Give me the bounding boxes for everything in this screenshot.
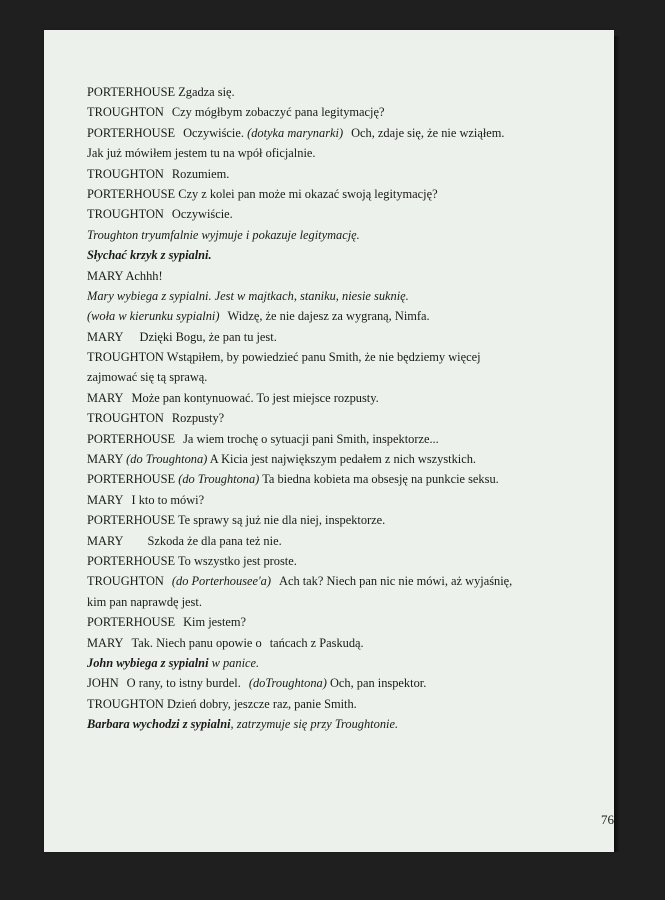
speech: Och, zdaje się, że nie wziąłem. (351, 125, 505, 140)
speaker: TROUGHTON (87, 696, 164, 711)
speaker: TROUGHTON (87, 207, 164, 222)
speech: Zgadza się. (178, 85, 235, 99)
dialogue-line (87, 531, 527, 551)
dialogue-line (87, 143, 527, 163)
dialogue-line (87, 551, 527, 571)
dialogue-line (87, 408, 527, 428)
dialogue-line (87, 164, 527, 184)
speech: O rany, to istny burdel. (126, 676, 241, 691)
stage-direction-text: John wybiega z sypialni (87, 655, 209, 670)
speech: zajmować się tą sprawą. (87, 370, 208, 385)
speech: Och, pan inspektor. (329, 676, 427, 691)
dialogue-line (87, 490, 527, 510)
stage-direction (87, 714, 527, 734)
speech: Szkoda że dla pana też nie. (147, 533, 282, 548)
speech: Widzę, że nie dajesz za wygraną, Nimfa. (227, 309, 430, 324)
stage-direction-text: Barbara wychodzi z sypialni (87, 717, 231, 732)
speaker: MARY (87, 635, 124, 650)
speaker: JOHN (87, 676, 119, 691)
speaker: PORTERHOUSE (87, 472, 176, 487)
speaker: MARY (87, 533, 124, 548)
speech: Ja wiem trochę o sytuacji pani Smith, inspektorze... (183, 431, 439, 446)
dialogue-line (87, 327, 527, 347)
stage-direction: (do Troughtona) (126, 452, 208, 467)
dialogue-line (87, 82, 527, 102)
speaker: TROUGHTON (87, 411, 164, 426)
speech: Czy mógłbym zobaczyć pana legitymację? (171, 105, 385, 120)
speaker: MARY (87, 452, 124, 467)
speaker: PORTERHOUSE (87, 615, 176, 630)
dialogue-line (87, 469, 527, 489)
page-number: 76 (601, 812, 614, 827)
speech: Kim jestem? (183, 615, 247, 630)
dialogue-line (87, 388, 527, 408)
speech: tańcach z Paskudą. (269, 635, 364, 650)
stage-direction (87, 286, 527, 306)
speaker: MARY (87, 492, 124, 507)
speech: A Kicia jest największym pedałem z nich wszystkich. (209, 452, 477, 467)
stage-direction (87, 225, 527, 245)
speech: Czy z kolei pan może mi okazać swoją legitymację? (178, 186, 438, 201)
speech: Ta biedna kobieta ma obsesję na punkcie seksu. (262, 472, 499, 487)
stage-direction (87, 653, 527, 673)
dialogue-line (87, 184, 527, 204)
stage-direction-text: w panice. (211, 655, 260, 670)
speaker: TROUGHTON (87, 166, 164, 181)
dialogue-line (87, 571, 527, 591)
dialogue-line (87, 347, 527, 367)
speaker: PORTERHOUSE (87, 125, 176, 140)
speech: Jak już mówiłem jestem tu na wpół oficjalnie. (87, 146, 316, 161)
speech: Wstąpiłem, by powiedzieć panu Smith, że nie będziemy więcej (166, 350, 481, 365)
speech: Oczywiście. (183, 125, 244, 140)
speech: Ach tak? Niech pan nic nie mówi, aż wyjaśnię, (279, 574, 513, 589)
speech: Może pan kontynuować. To jest miejsce rozpusty. (131, 390, 379, 405)
speaker: PORTERHOUSE (87, 513, 176, 528)
speaker: PORTERHOUSE (87, 85, 176, 99)
dialogue-line (87, 102, 527, 122)
stage-direction: (do Troughtona) (178, 472, 260, 487)
stage-direction-text: Słychać krzyk z sypialni. (87, 248, 212, 263)
speech: Oczywiście. (171, 207, 233, 222)
dialogue-line (87, 510, 527, 530)
stage-direction-text: Troughton tryumfalnie wyjmuje i pokazuje legitymację. (87, 227, 360, 242)
dialogue-line (87, 204, 527, 224)
speech: To wszystko jest proste. (177, 553, 297, 568)
speaker: MARY (87, 390, 124, 405)
speaker: PORTERHOUSE (87, 186, 176, 201)
stage-direction (87, 245, 527, 265)
stage-direction: (woła w kierunku sypialni) (87, 309, 220, 324)
speaker: MARY (87, 329, 124, 344)
speech: Rozpusty? (171, 411, 225, 426)
speech: Dzień dobry, jeszcze raz, panie Smith. (166, 696, 357, 711)
dialogue-line (87, 429, 527, 449)
stage-direction-text: Mary wybiega z sypialni. Jest w majtkach, staniku, niesie suknię. (87, 288, 409, 303)
speech: I kto to mówi? (131, 492, 205, 507)
speaker: MARY (87, 268, 124, 283)
dialogue-line (87, 266, 527, 286)
speech: Tak. Niech panu opowie o (131, 635, 262, 650)
dialogue-line (87, 633, 527, 653)
stage-direction: (do Porterhousee'a) (171, 574, 271, 589)
page-shadow (614, 36, 620, 852)
dialogue-line (87, 449, 527, 469)
dialogue-line (87, 306, 527, 326)
speaker: TROUGHTON (87, 105, 164, 120)
dialogue-line (87, 123, 527, 143)
dialogue-line (87, 694, 527, 714)
dialogue-line (87, 592, 527, 612)
speech: kim pan naprawdę jest. (87, 594, 202, 609)
dialogue-line (87, 673, 527, 693)
speaker: PORTERHOUSE (87, 553, 176, 568)
dialogue-line (87, 367, 527, 387)
speech: Te sprawy są już nie dla niej, inspektorze. (177, 513, 386, 528)
stage-direction: (doTroughtona) (248, 676, 327, 691)
dialogue-line (87, 612, 527, 632)
speech: Dzięki Bogu, że pan tu jest. (139, 329, 277, 344)
speaker: TROUGHTON (87, 574, 164, 589)
script-text (87, 82, 527, 735)
speech: Rozumiem. (171, 166, 230, 181)
speaker: TROUGHTON (87, 350, 164, 365)
stage-direction: (dotyka marynarki) (247, 125, 344, 140)
stage-direction-text: , zatrzymuje się przy Troughtonie. (230, 717, 399, 732)
speaker: PORTERHOUSE (87, 431, 176, 446)
speech: Achhh! (125, 268, 163, 283)
